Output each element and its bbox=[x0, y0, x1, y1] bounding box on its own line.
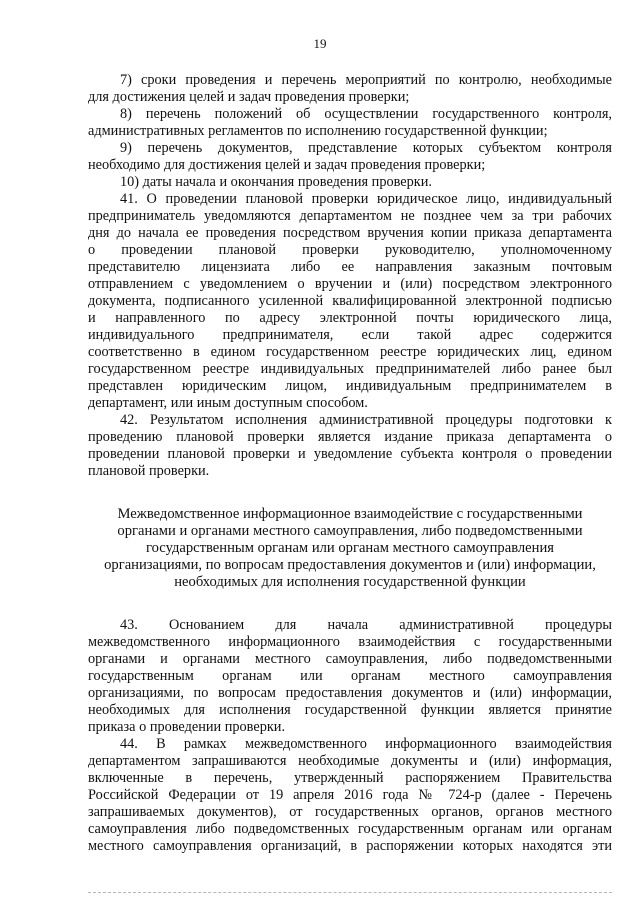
text-line: органами и органами местного самоуправления, либо подведомственными bbox=[117, 523, 583, 539]
text-line: соответственно в едином государственном реестре юридических лиц, едином bbox=[88, 344, 612, 360]
text-line: документа, подписанного усиленной квалифицированной электронной подписью bbox=[88, 293, 612, 309]
text-line: плановой проверки. bbox=[88, 463, 210, 479]
text-line: административных регламентов по исполнению государственной функции; bbox=[88, 123, 548, 139]
text-line: проведении плановой проверки и уведомление субъекта контроля о проведении bbox=[88, 446, 612, 462]
text-line: 7) сроки проведения и перечень мероприятий по контролю, необходимые bbox=[120, 72, 612, 88]
text-line: отправлением с уведомлением о вручении и (или) посредством электронного bbox=[88, 276, 612, 292]
text-line: межведомственного информационного взаимодействия с государственными bbox=[88, 634, 612, 650]
text-line: индивидуального предпринимателя, если такой адрес содержится bbox=[88, 327, 612, 343]
text-line: 41. О проведении плановой проверки юридическое лицо, индивидуальный bbox=[120, 191, 612, 207]
text-line: органами и органами местного самоуправления, либо подведомственными bbox=[88, 651, 612, 667]
bottom-edge-rule bbox=[88, 892, 612, 893]
text-line: и направленного по адресу электронной почты юридического лица, bbox=[88, 310, 612, 326]
text-line: запрашиваемых документов), от государственных органов, органов местного bbox=[88, 804, 612, 820]
text-line: для достижения целей и задач проведения проверки; bbox=[88, 89, 410, 105]
text-line: государственным органам или органам местного самоуправления bbox=[88, 668, 612, 684]
page-number: 19 bbox=[313, 36, 327, 51]
text-line: приказа о проведении проверки. bbox=[88, 719, 286, 735]
text-line: необходимых для исполнения государственной функции является принятие bbox=[88, 702, 612, 718]
text-line: 44. В рамках межведомственного информационного взаимодействия bbox=[120, 736, 612, 752]
text-line: Межведомственное информационное взаимодействие с государственными bbox=[117, 506, 583, 522]
text-line: проведению плановой проверки является издание приказа департамента о bbox=[88, 429, 612, 445]
text-line: местного самоуправления организаций, в распоряжении которых находятся эти bbox=[88, 838, 612, 854]
text-line: представлен юридическим лицом, индивидуальным предпринимателем в bbox=[88, 378, 612, 394]
text-line: необходимо для достижения целей и задач проведения проверки; bbox=[88, 157, 486, 173]
text-line: включенные в перечень, утвержденный распоряжением Правительства bbox=[88, 770, 612, 786]
text-line: самоуправления либо подведомственных государственным органам или органам bbox=[88, 821, 612, 837]
text-line: 10) даты начала и окончания проведения проверки. bbox=[120, 174, 432, 190]
text-line: дня до начала ее проведения посредством вручения копии приказа департамента bbox=[88, 225, 612, 241]
text-line: 9) перечень документов, представление которых субъектом контроля bbox=[120, 140, 612, 156]
text-line: департамент, или иным доступным способом. bbox=[88, 395, 368, 411]
text-line: 8) перечень положений об осуществлении государственного контроля, bbox=[120, 106, 612, 122]
text-line: департаментом запрашиваются необходимые документы и (или) информация, bbox=[88, 753, 612, 769]
text-line: необходимых для исполнения государственной функции bbox=[174, 574, 526, 590]
text-line: предприниматель уведомляются департаментом не позднее чем за три рабочих bbox=[88, 208, 612, 224]
text-line: 43. Основанием для начала административной процедуры bbox=[120, 617, 612, 633]
text-line: Российской Федерации от 19 апреля 2016 года № 724-р (далее - Перечень bbox=[88, 787, 612, 803]
text-line: организациями, по вопросам предоставления документов и (или) информации, bbox=[88, 685, 612, 701]
text-line: организациями, по вопросам предоставления документов и (или) информации, bbox=[104, 557, 596, 573]
text-line: представителю лицензиата либо ее направления заказным почтовым bbox=[88, 259, 612, 275]
text-line: государственным органам или органам местного самоуправления bbox=[146, 540, 554, 556]
text-line: государственном реестре индивидуальных предпринимателей либо ранее был bbox=[88, 361, 612, 377]
text-line: о проведении плановой проверки руководителю, уполномоченному bbox=[88, 242, 612, 258]
text-line: 42. Результатом исполнения административной процедуры подготовки к bbox=[120, 412, 612, 428]
